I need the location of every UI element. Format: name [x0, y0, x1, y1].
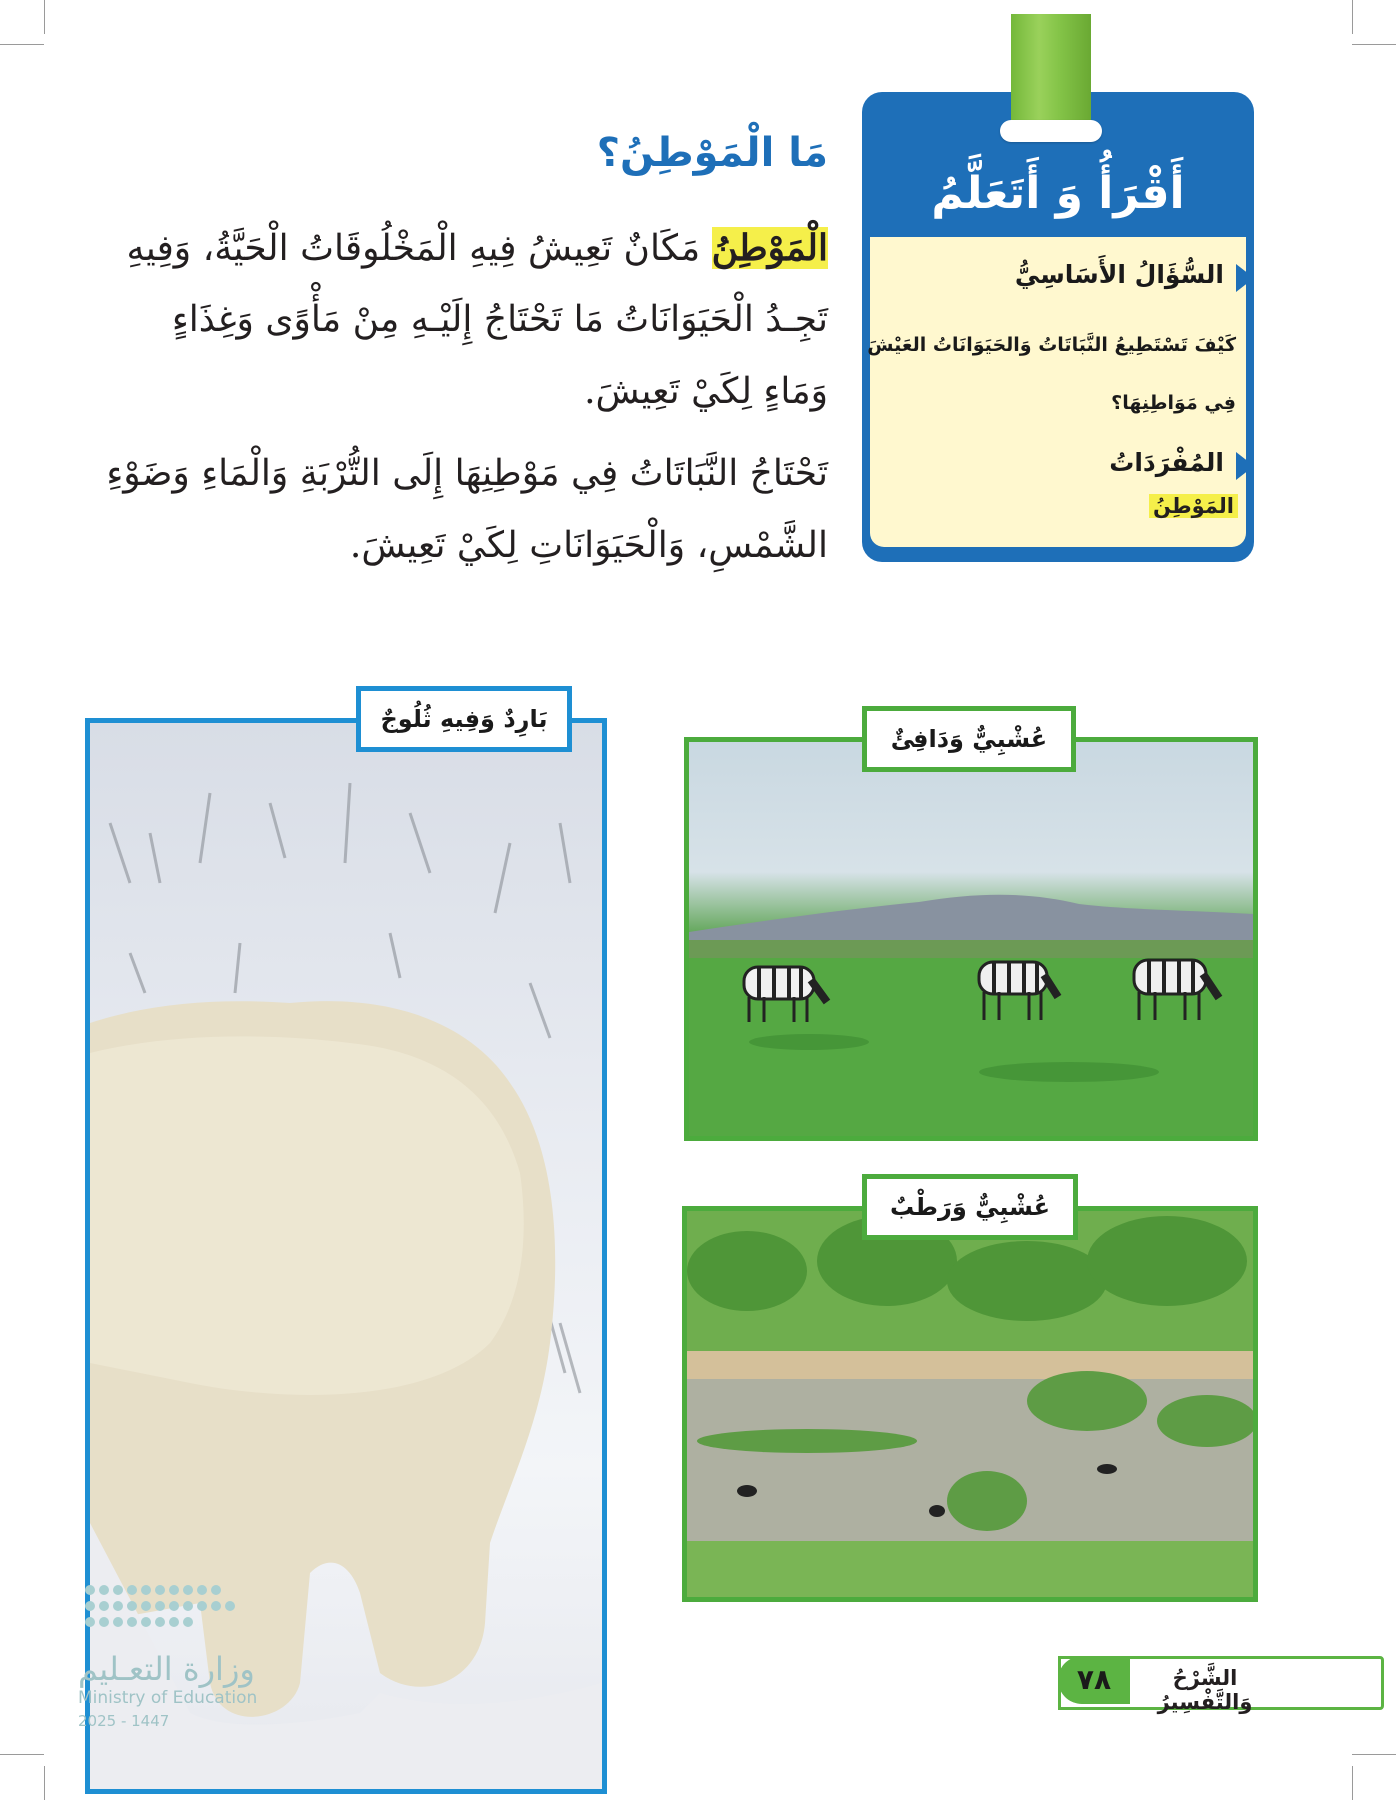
bookmark-ribbon	[1011, 14, 1091, 132]
grassland-photo	[684, 737, 1258, 1141]
read-learn-box	[862, 92, 1254, 562]
paragraph-line	[126, 226, 828, 271]
ministry-logo-icon	[80, 1580, 250, 1630]
section-title: مَا الْمَوْطِنُ؟	[596, 130, 828, 176]
photo-label: عُشْبِيٌّ وَدَافِئٌ	[862, 706, 1076, 772]
crop-mark	[1352, 1766, 1353, 1800]
photo-label: عُشْبِيٌّ وَرَطْبٌ	[862, 1174, 1078, 1240]
page-number: ٧٨	[1058, 1656, 1130, 1704]
vocabulary-word: المَوْطِنُ	[1149, 494, 1238, 518]
polar-bear-photo	[85, 718, 607, 1794]
wetland-illustration	[687, 1211, 1253, 1597]
bookmark-clip	[1000, 120, 1102, 142]
wetland-photo	[682, 1206, 1258, 1602]
paragraph-line: وَمَاءٍ لِكَيْ تَعِيشَ.	[584, 371, 828, 412]
paragraph-line: تَجِـدُ الْحَيَوَانَاتُ مَا تَحْتَاجُ إِلَيْـهِ مِنْ مَأْوًى وَغِذَاءٍ	[171, 299, 828, 340]
watermark-arabic: وزارة التعـليم	[78, 1650, 255, 1688]
crop-mark	[1352, 44, 1396, 45]
crop-mark	[1352, 1754, 1396, 1755]
essential-question-heading: السُّؤَالُ الأَسَاسِيُّ	[1014, 260, 1224, 289]
paragraph-text: مَكَانٌ تَعِيشُ فِيهِ الْمَخْلُوقَاتُ الْحَيَّةُ، وَفِيهِ	[126, 228, 701, 269]
watermark-english: Ministry of Education	[78, 1688, 258, 1708]
zebras-illustration	[689, 742, 1253, 1136]
crop-mark	[0, 44, 44, 45]
watermark-year: 2025 - 1447	[78, 1712, 170, 1730]
crop-mark	[1352, 0, 1353, 34]
essential-question-text: كَيْفَ تَسْتَطِيعُ النَّبَاتَاتُ وَالحَيَوَانَاتُ العَيْشَ	[867, 334, 1236, 356]
read-learn-title: أَقْرَأُ وَ أَتَعَلَّمُ	[931, 168, 1185, 219]
arrow-marker-icon	[1236, 264, 1254, 292]
paragraph-line: الشَّمْسِ، وَالْحَيَوَانَاتِ لِكَيْ تَعِيشَ.	[349, 525, 828, 566]
crop-mark	[0, 1754, 44, 1755]
arrow-marker-icon	[1236, 452, 1254, 480]
footer-section-label: الشَّرْحُ وَالتَّفْسِيرُ	[1157, 1666, 1253, 1714]
crop-mark	[44, 1766, 45, 1800]
vocabulary-heading: المُفْرَدَاتُ	[1109, 448, 1224, 477]
crop-mark	[44, 0, 45, 34]
paragraph-line: تَحْتَاجُ النَّبَاتَاتُ فِي مَوْطِنِهَا إِلَى التُّرْبَةِ وَالْمَاءِ وَضَوْءِ	[106, 453, 828, 494]
highlighted-term: الْمَوْطِنُ	[711, 227, 828, 269]
essential-question-text: فِي مَوَاطِنِهَا؟	[1111, 392, 1236, 414]
photo-label: بَارِدٌ وَفِيهِ ثُلُوجٌ	[356, 686, 572, 752]
